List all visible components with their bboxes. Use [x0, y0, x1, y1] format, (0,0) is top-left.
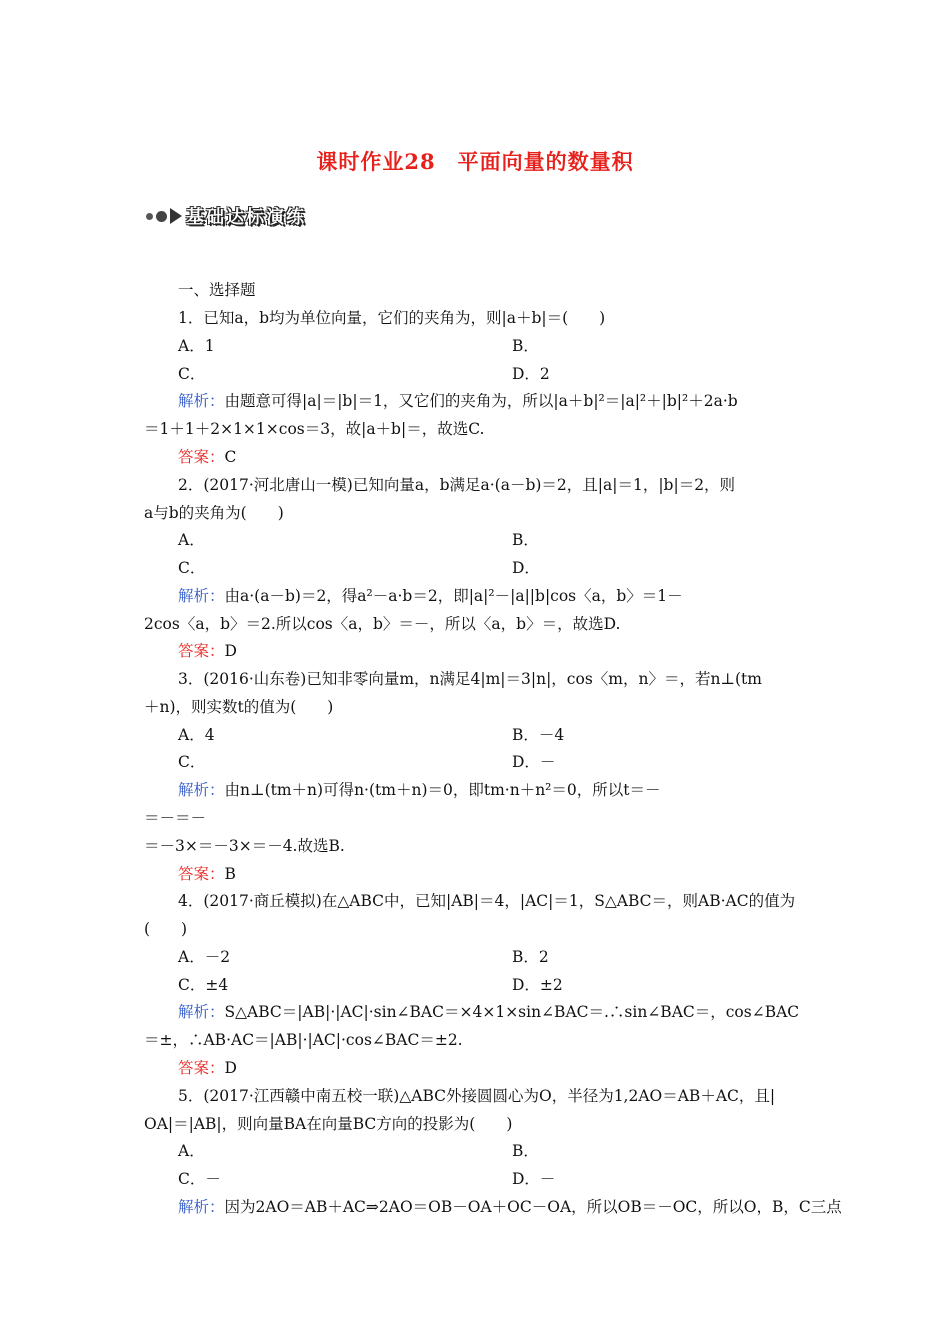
- solution-text: 因为2AO＝AB＋AC⇒2AO＝OB－OA＋OC－OA，所以OB＝－OC，所以O，B，C三点: [224, 1198, 842, 1216]
- banner-label: 基础达标演练: [186, 207, 306, 228]
- page-title: 课时作业28 平面向量的数量积: [316, 149, 634, 174]
- question-stem: 4．(2017·商丘模拟)在△ABC中，已知|AB|＝4，|AC|＝1，S△ABC＝，则AB·AC的值为: [178, 892, 796, 910]
- solution-text: ＝－3×＝－3×＝－4.故选B.: [144, 837, 345, 855]
- answer-line: [178, 447, 236, 467]
- bullet-dot-icon: [156, 211, 167, 222]
- question-stem: 2．(2017·河北唐山一模)已知向量a，b满足a·(a－b)＝2，且|a|＝1，|b|＝2，则: [178, 476, 736, 494]
- bullet-dot-icon: [146, 213, 153, 220]
- option-b: B．: [512, 337, 539, 355]
- answer-label: 答案：: [178, 865, 225, 883]
- question-stem: ( ): [144, 920, 188, 938]
- arrow-icon: [170, 208, 182, 224]
- solution-label: 解析：: [178, 1003, 225, 1021]
- option-d: D．－: [512, 1170, 556, 1188]
- option-a: A．－2: [178, 948, 231, 966]
- solution-text: 由题意可得|a|＝|b|＝1，又它们的夹角为，所以|a＋b|²＝|a|²＋|b|²＋2a·b: [224, 392, 738, 410]
- solution-line: [178, 1197, 842, 1217]
- answer-label: 答案：: [178, 1059, 225, 1077]
- solution-text: ＝1＋1＋2×1×1×cos＝3，故|a＋b|＝，故选C.: [144, 420, 485, 438]
- answer-value: D: [224, 1059, 237, 1077]
- question-stem: 1．已知a，b均为单位向量，它们的夹角为，则|a＋b|＝( ): [178, 309, 606, 327]
- option-d: D．: [512, 559, 540, 577]
- solution-text: 2cos〈a，b〉＝2.所以cos〈a，b〉＝－，所以〈a，b〉＝，故选D.: [144, 615, 621, 633]
- option-d: D．±2: [512, 976, 563, 994]
- question-stem: 5．(2017·江西赣中南五校一联)△ABC外接圆圆心为O，半径为1,2AO＝AB＋AC，且|: [178, 1087, 776, 1105]
- solution-label: 解析：: [178, 1198, 225, 1216]
- option-a: A．: [178, 531, 205, 549]
- answer-label: 答案：: [178, 642, 225, 660]
- option-a: A．1: [178, 337, 215, 355]
- solution-text: ＝－＝－: [144, 809, 207, 827]
- solution-line: [178, 391, 738, 411]
- option-b: B．－4: [512, 726, 565, 744]
- answer-value: D: [224, 642, 237, 660]
- answer-line: [178, 864, 236, 884]
- section-heading: 一、选择题: [178, 281, 256, 299]
- section-banner: [146, 204, 306, 228]
- option-c: C．±4: [178, 976, 229, 994]
- solution-text: S△ABC＝|AB|·|AC|·sin∠BAC＝×4×1×sin∠BAC＝.∴sin∠BAC＝，cos∠BAC: [224, 1003, 800, 1021]
- question-stem: a与b的夹角为( ): [144, 504, 284, 522]
- solution-label: 解析：: [178, 587, 225, 605]
- solution-label: 解析：: [178, 781, 225, 799]
- option-a: A．4: [178, 726, 215, 744]
- solution-line: [178, 1002, 799, 1022]
- option-b: B．: [512, 1142, 539, 1160]
- solution-line: [178, 586, 683, 606]
- option-a: A．: [178, 1142, 205, 1160]
- solution-text: 由n⊥(tm＋n)可得n·(tm＋n)＝0，即tm·n＋n²＝0，所以t＝－: [224, 781, 661, 799]
- solution-line: [178, 780, 660, 800]
- solution-text: ＝±，∴AB·AC＝|AB|·|AC|·cos∠BAC＝±2.: [144, 1031, 463, 1049]
- question-stem: ＋n)，则实数t的值为( ): [144, 698, 334, 716]
- question-stem: OA|＝|AB|，则向量BA在向量BC方向的投影为( ): [144, 1115, 513, 1133]
- option-b: B．: [512, 531, 539, 549]
- option-c: C．: [178, 365, 206, 383]
- option-b: B．2: [512, 948, 549, 966]
- answer-value: B: [224, 865, 236, 883]
- option-c: C．－: [178, 1170, 221, 1188]
- option-c: C．: [178, 753, 206, 771]
- option-d: D．2: [512, 365, 550, 383]
- solution-text: 由a·(a－b)＝2，得a²－a·b＝2，即|a|²－|a||b|cos〈a，b〉＝1－: [224, 587, 683, 605]
- option-d: D．－: [512, 753, 556, 771]
- question-stem: 3．(2016·山东卷)已知非零向量m，n满足4|m|＝3|n|，cos〈m，n〉＝，若n⊥(tm: [178, 670, 762, 688]
- solution-label: 解析：: [178, 392, 225, 410]
- option-c: C．: [178, 559, 206, 577]
- answer-value: C: [224, 448, 237, 466]
- answer-line: [178, 1058, 237, 1078]
- answer-label: 答案：: [178, 448, 225, 466]
- answer-line: [178, 641, 237, 661]
